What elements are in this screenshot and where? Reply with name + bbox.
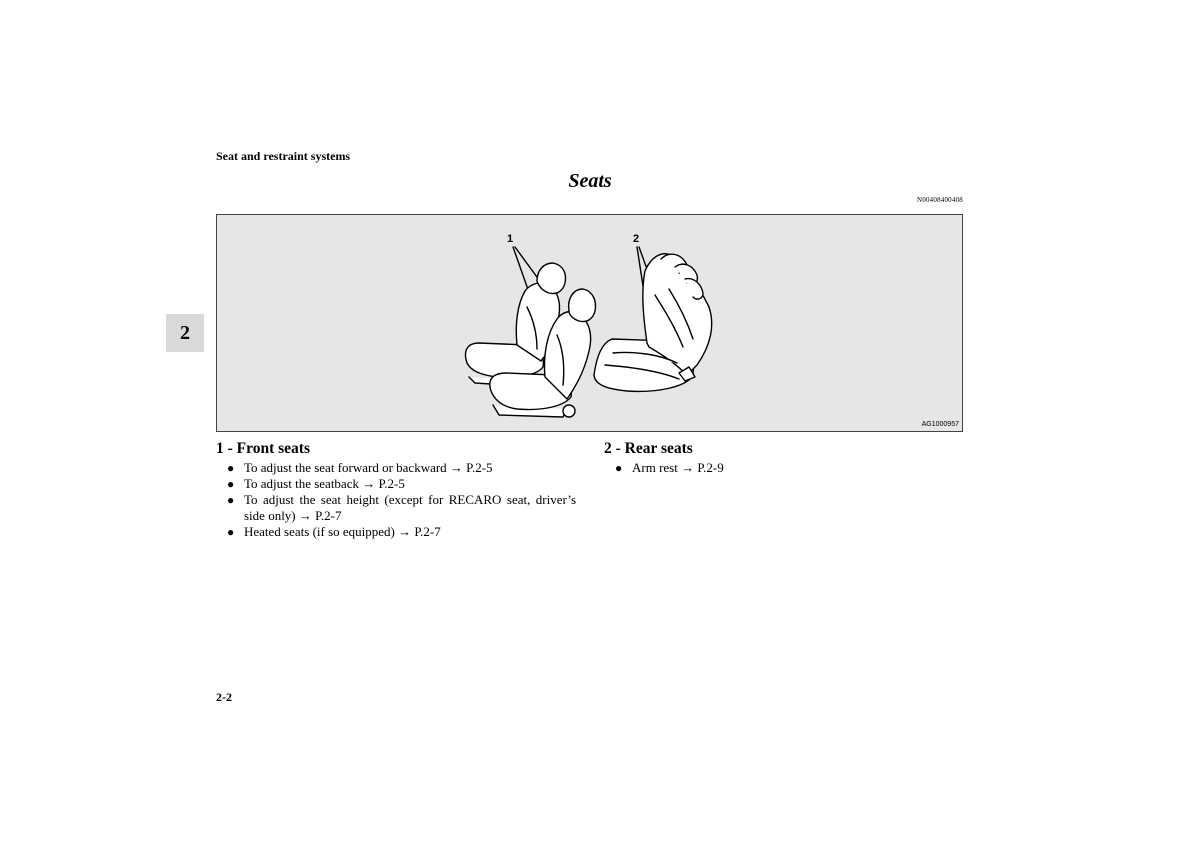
figure-code: AG1000957 <box>921 421 959 428</box>
seats-figure <box>216 214 963 432</box>
front-seats-heading: 1 - Front seats <box>216 440 310 457</box>
list-item <box>216 492 576 524</box>
section-title: Seat and restraint systems <box>216 149 351 163</box>
callout-label-1: 1 <box>507 233 514 245</box>
seats-illustration <box>217 215 962 431</box>
list-item <box>216 476 576 492</box>
rear-seats-list <box>604 460 964 476</box>
front-seats-list <box>216 460 576 540</box>
rear-seats-heading: 2 - Rear seats <box>604 440 693 457</box>
chapter-tab-number: 2 <box>180 321 190 344</box>
list-item <box>216 460 576 476</box>
callout-label-2: 2 <box>633 233 640 245</box>
list-item <box>604 460 964 476</box>
chapter-tab <box>166 314 204 352</box>
bullet-icon: ● <box>615 461 623 475</box>
bullet-icon: ● <box>227 461 235 475</box>
list-item-text: To adjust the seatback → P.2-5 <box>244 476 405 491</box>
bullet-icon: ● <box>227 477 235 491</box>
front-seats-section <box>216 440 576 540</box>
list-item <box>216 524 576 540</box>
page-heading: Seats <box>568 170 612 192</box>
doc-code: N00408400408 <box>917 196 963 204</box>
page-number: 2-2 <box>216 690 232 704</box>
list-item-text: Arm rest → P.2-9 <box>632 460 724 475</box>
list-item-text: To adjust the seat height (except for RECARO seat, driver’s side only) → P.2-7 <box>244 492 576 523</box>
bullet-icon: ● <box>227 493 235 507</box>
rear-seats-section <box>604 440 964 476</box>
bullet-icon: ● <box>227 525 235 539</box>
rear-seat-drawing <box>594 254 712 392</box>
list-item-text: To adjust the seat forward or backward → P.2-5 <box>244 460 493 475</box>
list-item-text: Heated seats (if so equipped) → P.2-7 <box>244 524 441 539</box>
